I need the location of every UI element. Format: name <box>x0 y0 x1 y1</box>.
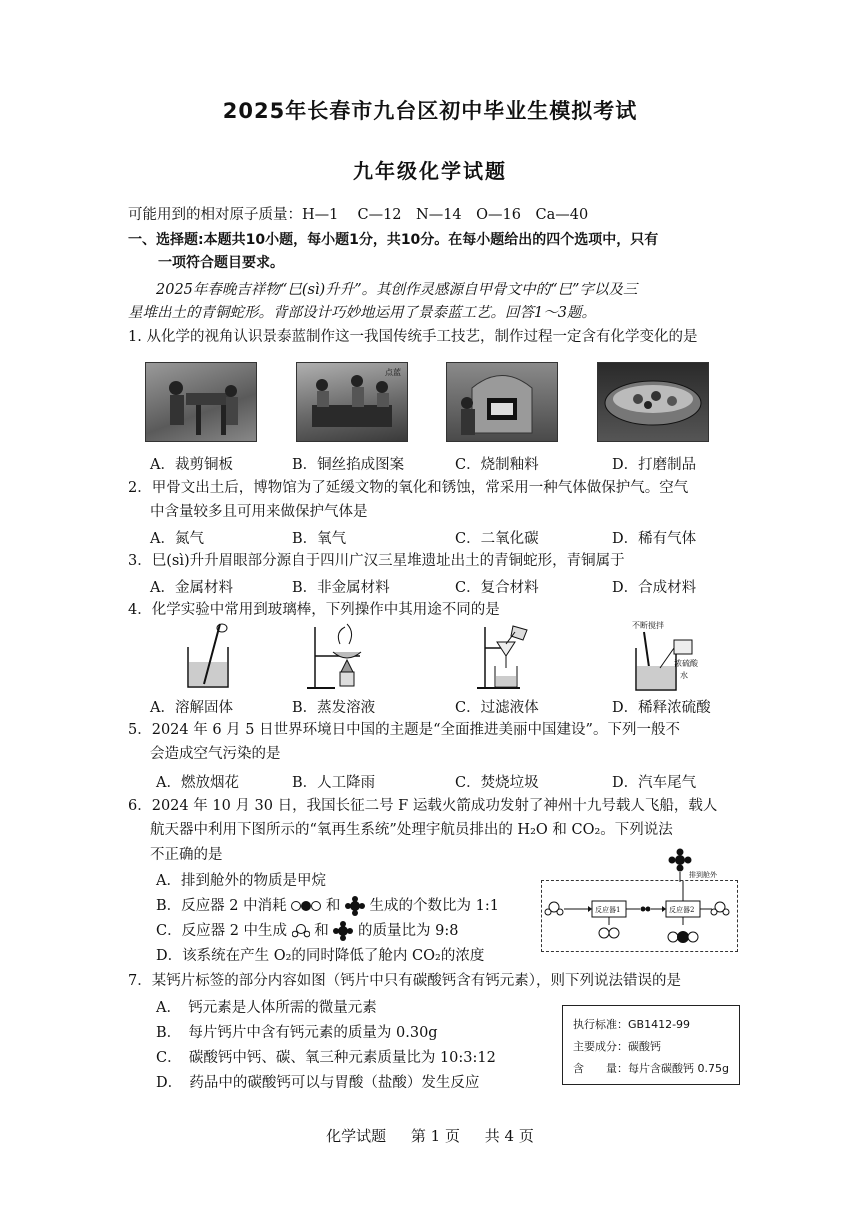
q7-option-b: B． 每片钙片中含有钙元素的质量为 0.30g <box>156 1025 438 1041</box>
q7-option-a: A． 钙元素是人体所需的微量元素 <box>156 1000 377 1016</box>
q4-option-c: C．过滤液体 <box>455 700 539 716</box>
q1-option-b: B．铜丝掐成图案 <box>292 457 405 473</box>
photo-polished-product <box>597 362 709 442</box>
label-water: 水 <box>680 671 688 680</box>
apparatus-filtration <box>475 622 540 692</box>
q5-option-b: B．人工降雨 <box>292 775 376 791</box>
calcium-tablet-label <box>562 1005 740 1085</box>
label-content: 含 量：每片含碳酸钙 0.75g <box>573 1062 729 1075</box>
q2-option-a: A．氮气 <box>150 531 204 547</box>
q5-stem-line2: 会造成空气污染的是 <box>150 746 281 762</box>
label-standard: 执行标准：GB1412-99 <box>573 1018 691 1031</box>
intro-line2: 星堆出土的青铜蛇形。背部设计巧妙地运用了景泰蓝工艺。回答1～3题。 <box>128 305 596 321</box>
q5-option-d: D．汽车尾气 <box>612 775 697 791</box>
atomic-masses: 可能用到的相对原子质量：H—1 C—12 N—14 O—16 Ca—40 <box>128 207 589 223</box>
section-heading-line1: 一、选择题:本题共10小题，每小题1分，共10分。在每小题给出的四个选项中，只有 <box>128 232 659 248</box>
q6-option-c-pre: C．反应器 2 中生成 <box>156 923 288 939</box>
q1-option-c: C．烧制釉料 <box>455 457 539 473</box>
apparatus-evaporating <box>305 622 380 692</box>
q2-option-d: D．稀有气体 <box>612 531 697 547</box>
section-heading-line2: 一项符合题目要求。 <box>158 255 284 271</box>
q6-option-c <box>156 921 458 941</box>
reactor1-label: 反应器1 <box>595 906 621 914</box>
q6-stem-line3: 不正确的是 <box>150 847 223 863</box>
q5-option-a: A．燃放烟花 <box>156 775 239 791</box>
q6-stem-line2: 航天器中利用下图所示的“氧再生系统”处理宇航员排出的 H₂O 和 CO₂。下列说法 <box>150 822 673 838</box>
exam-title: 2025年长春市九台区初中毕业生模拟考试 <box>222 99 638 123</box>
label-ingredient: 主要成分：碳酸钙 <box>573 1040 661 1053</box>
q6-option-b-mid: 和 <box>325 898 341 914</box>
methane-molecule-icon <box>333 921 353 941</box>
q7-stem: 7．某钙片标签的部分内容如图（钙片中只有碳酸钙含有钙元素），则下列说法错误的是 <box>128 973 681 989</box>
oxygen-regeneration-diagram <box>541 880 738 952</box>
footer-subject: 化学试题 <box>326 1127 387 1145</box>
q6-stem-line1: 6．2024 年 10 月 30 日，我国长征二号 F 运载火箭成功发射了神州十九号载人飞船，载人 <box>128 798 718 814</box>
photo-wire-pattern <box>296 362 408 442</box>
apparatus-dissolving <box>180 622 240 692</box>
q2-option-b: B．氧气 <box>292 531 347 547</box>
co2-molecule-icon <box>291 900 321 912</box>
label-stir: 不断搅拌 <box>632 621 664 630</box>
q1-option-a: A．裁剪铜板 <box>150 457 233 473</box>
footer-page: 第 1 页 <box>410 1127 460 1145</box>
photo-label: 点蓝 <box>385 368 401 377</box>
diagram-out-label: 排到舱外 <box>689 871 717 879</box>
q6-option-b-post: 生成的个数比为 1:1 <box>369 898 499 914</box>
q4-stem: 4．化学实验中常用到玻璃棒，下列操作中其用途不同的是 <box>128 602 500 618</box>
methane-molecule-icon <box>345 896 365 916</box>
q2-option-c: C．二氧化碳 <box>455 531 539 547</box>
q5-option-c: C．焚烧垃圾 <box>455 775 539 791</box>
q1-stem: 1. 从化学的视角认识景泰蓝制作这一我国传统手工技艺，制作过程一定含有化学变化的是 <box>128 329 698 345</box>
q6-option-d: D．该系统在产生 O₂的同时降低了舱内 CO₂的浓度 <box>156 948 485 964</box>
q3-option-b: B．非金属材料 <box>292 580 390 596</box>
q3-option-d: D．合成材料 <box>612 580 697 596</box>
exam-subtitle: 九年级化学试题 <box>353 159 507 183</box>
q4-option-b: B．蒸发溶液 <box>292 700 376 716</box>
q4-option-a: A．溶解固体 <box>150 700 233 716</box>
photo-cutting-copper <box>145 362 257 442</box>
q3-option-c: C．复合材料 <box>455 580 539 596</box>
q7-option-c: C． 碳酸钙中钙、碳、氧三种元素质量比为 10:3:12 <box>156 1050 496 1066</box>
q5-stem-line1: 5．2024 年 6 月 5 日世界环境日中国的主题是“全面推进美丽中国建设”。下列一般不 <box>128 722 680 738</box>
q6-option-b <box>156 896 499 916</box>
q7-option-d: D． 药品中的碳酸钙可以与胃酸（盐酸）发生反应 <box>156 1075 480 1091</box>
q6-option-c-post: 的质量比为 9:8 <box>357 923 459 939</box>
footer-total: 共 4 页 <box>484 1127 534 1145</box>
q1-option-d: D．打磨制品 <box>612 457 697 473</box>
q4-option-d: D．稀释浓硫酸 <box>612 700 711 716</box>
q6-option-b-pre: B．反应器 2 中消耗 <box>156 898 287 914</box>
label-acid: 浓硫酸 <box>674 659 698 668</box>
q3-stem: 3．巳(sì)升升眉眼部分源自于四川广汉三星堆遗址出土的青铜蛇形，青铜属于 <box>128 553 625 569</box>
q6-option-c-mid: 和 <box>314 923 329 939</box>
q2-stem-line1: 2．甲骨文出土后，博物馆为了延缓文物的氧化和锈蚀，常采用一种气体做保护气。空气 <box>128 480 689 496</box>
water-molecule-icon <box>292 924 310 938</box>
q6-option-a: A．排到舱外的物质是甲烷 <box>156 873 326 889</box>
q2-stem-line2: 中含量较多且可用来做保护气体是 <box>150 504 368 520</box>
photo-firing-glaze <box>446 362 558 442</box>
reactor2-label: 反应器2 <box>669 906 695 914</box>
page-footer <box>0 1125 860 1146</box>
apparatus-diluting <box>630 618 710 694</box>
q3-option-a: A．金属材料 <box>150 580 233 596</box>
intro-line1: 2025年春晚吉祥物“巳(sì)升升”。其创作灵感源自甲骨文中的“巳”字以及三 <box>156 282 638 298</box>
